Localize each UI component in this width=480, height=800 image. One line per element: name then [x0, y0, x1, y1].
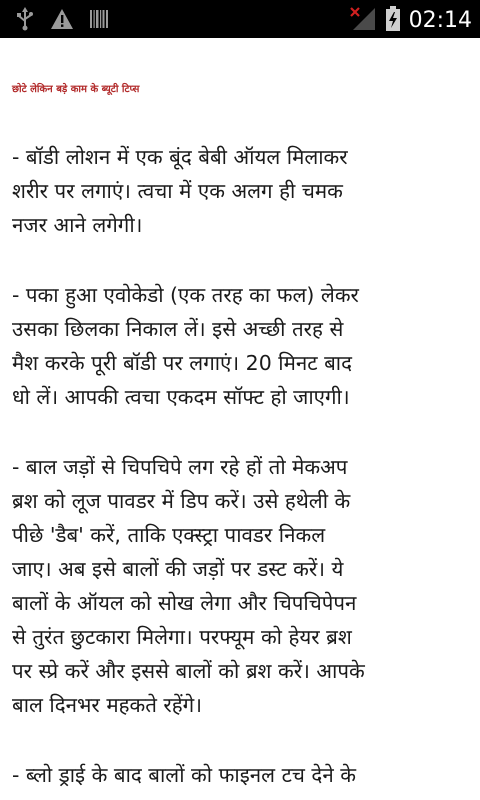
text-line: नजर आने लगेगी।: [12, 213, 143, 237]
article-content[interactable]: [0, 38, 480, 800]
text-line: - पका हुआ एवोकेडो (एक तरह का फल) लेकर: [12, 283, 359, 307]
article-title: छोटे लेकिन बड़े काम के ब्यूटी टिप्स: [12, 84, 140, 95]
text-line: - ब्लो ड्राई के बाद बालों को फाइनल टच देने के: [12, 763, 356, 787]
text-line: पर स्प्रे करें और इससे बालों को ब्रश करें। आपके: [12, 659, 365, 683]
text-line: - बॉडी लोशन में एक बूंद बेबी ऑयल मिलाकर: [12, 145, 348, 169]
text-line: उसका छिलका निकाल लें। इसे अच्छी तरह से: [12, 317, 344, 341]
notification-icons: [16, 7, 108, 35]
clock: 02:14: [408, 8, 472, 33]
no-signal-icon: [349, 6, 377, 36]
warning-icon: [50, 8, 74, 34]
usb-icon: [16, 7, 34, 35]
text-line: बालों के ऑयल को सोख लेगा और चिपचिपेपन: [12, 591, 357, 615]
system-icons: [349, 6, 472, 36]
text-line: बाल दिनभर महकते रहेंगे।: [12, 693, 202, 717]
text-line: से तुरंत छुटकारा मिलेगा। परफ्यूम को हेयर ब्रश: [12, 625, 352, 649]
text-line: धो लें। आपकी त्वचा एकदम सॉफ्ट हो जाएगी।: [12, 385, 350, 409]
tip-paragraph-3: [12, 450, 472, 722]
text-line: शरीर पर लगाएं। त्वचा में एक अलग ही चमक: [12, 179, 343, 203]
tip-paragraph-4: [12, 758, 472, 792]
barcode-icon: [90, 8, 108, 34]
status-bar: [0, 0, 480, 38]
text-line: पीछे 'डैब' करें, ताकि एक्स्ट्रा पावडर निकल: [12, 523, 326, 547]
tip-paragraph-1: [12, 140, 472, 242]
battery-charging-icon: [385, 6, 401, 36]
tip-paragraph-2: [12, 278, 472, 414]
text-line: मैश करके पूरी बॉडी पर लगाएं। 20 मिनट बाद: [12, 351, 352, 375]
text-line: जाए। अब इसे बालों की जड़ों पर डस्ट करें। ये: [12, 557, 344, 581]
text-line: ब्रश को लूज पावडर में डिप करें। उसे हथेली के: [12, 489, 351, 513]
text-line: - बाल जड़ों से चिपचिपे लग रहे हों तो मेकअप: [12, 455, 348, 479]
